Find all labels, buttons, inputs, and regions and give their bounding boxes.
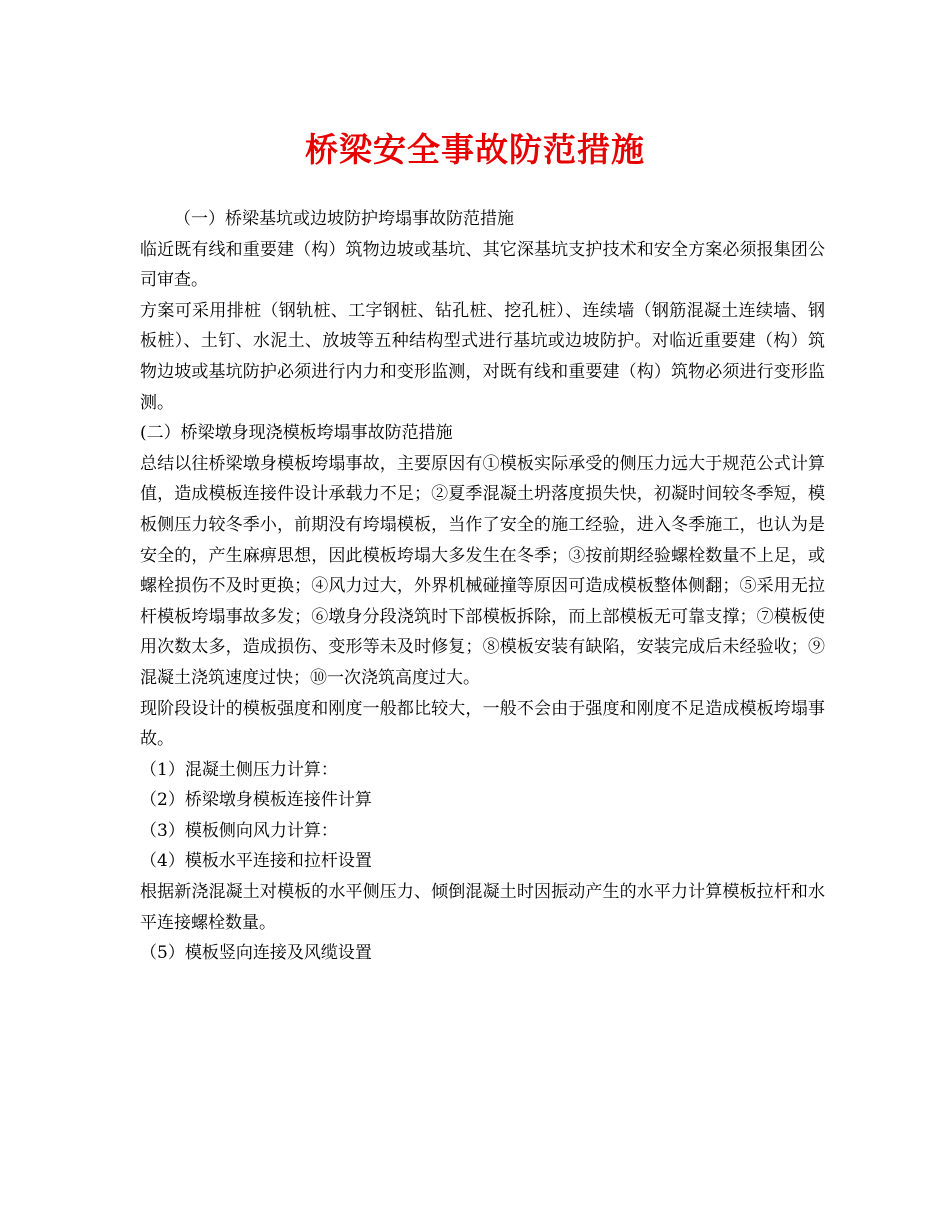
paragraph: 方案可采用排桩（钢轨桩、工字钢桩、钻孔桩、挖孔桩）、连续墙（钢筋混凝土连续墙、钢板桩）、土钉、水泥土、放坡等五种结构型式进行基坑或边坡防护。对临近重要建（构）筑物边坡或基坑防护必须进行内力和变形监测，对既有线和重要建（构）筑物必须进行变形监测。: [140, 300, 825, 413]
list-item: （4）模板水平连接和拉杆设置: [140, 851, 372, 872]
paragraph: 根据新浇混凝土对模板的水平侧压力、倾倒混凝土时因振动产生的水平力计算模板拉杆和水平连接螺栓数量。: [140, 882, 825, 933]
document-body: [140, 204, 825, 969]
list-item: （5）模板竖向连接及风缆设置: [140, 943, 372, 964]
document-title: 桥梁安全事故防范措施: [305, 130, 645, 169]
list-item: （3）模板侧向风力计算：: [140, 820, 338, 841]
section-heading-2: (二）桥梁墩身现浇模板垮塌事故防范措施: [140, 423, 453, 444]
section-heading-1: （一）桥梁基坑或边坡防护垮塌事故防范措施: [174, 209, 514, 229]
list-item: （2）桥梁墩身模板连接件计算: [140, 790, 372, 811]
paragraph: 总结以往桥梁墩身模板垮塌事故，主要原因有①模板实际承受的侧压力远大于规范公式计算值，造成模板连接件设计承载力不足；②夏季混凝土坍落度损失快，初凝时间较冬季短，模板侧压力较冬季小，前期没有垮塌模板，当作了安全的施工经验，进入冬季施工，也认为是安全的，产生麻痹思想，因此模板垮塌大多发生在冬季；③按前期经验螺栓数量不上足，或螺栓损伤不及时更换；④风力过大，外界机械碰撞等原因可造成模板整体侧翻；⑤采用无拉杆模板垮塌事故多发；⑥墩身分段浇筑时下部模板拆除，而上部模板无可靠支撑；⑦模板使用次数太多，造成损伤、变形等未及时修复；⑧模板安装有缺陷，安装完成后未经验收；⑨混凝土浇筑速度过快；⑩一次浇筑高度过大。: [140, 453, 825, 688]
paragraph: 现阶段设计的模板强度和刚度一般都比较大，一般不会由于强度和刚度不足造成模板垮塌事故。: [140, 698, 825, 750]
list-item: （1）混凝土侧压力计算：: [140, 759, 338, 780]
paragraph: 临近既有线和重要建（构）筑物边坡或基坑、其它深基坑支护技术和安全方案必须报集团公司审查。: [140, 239, 825, 291]
